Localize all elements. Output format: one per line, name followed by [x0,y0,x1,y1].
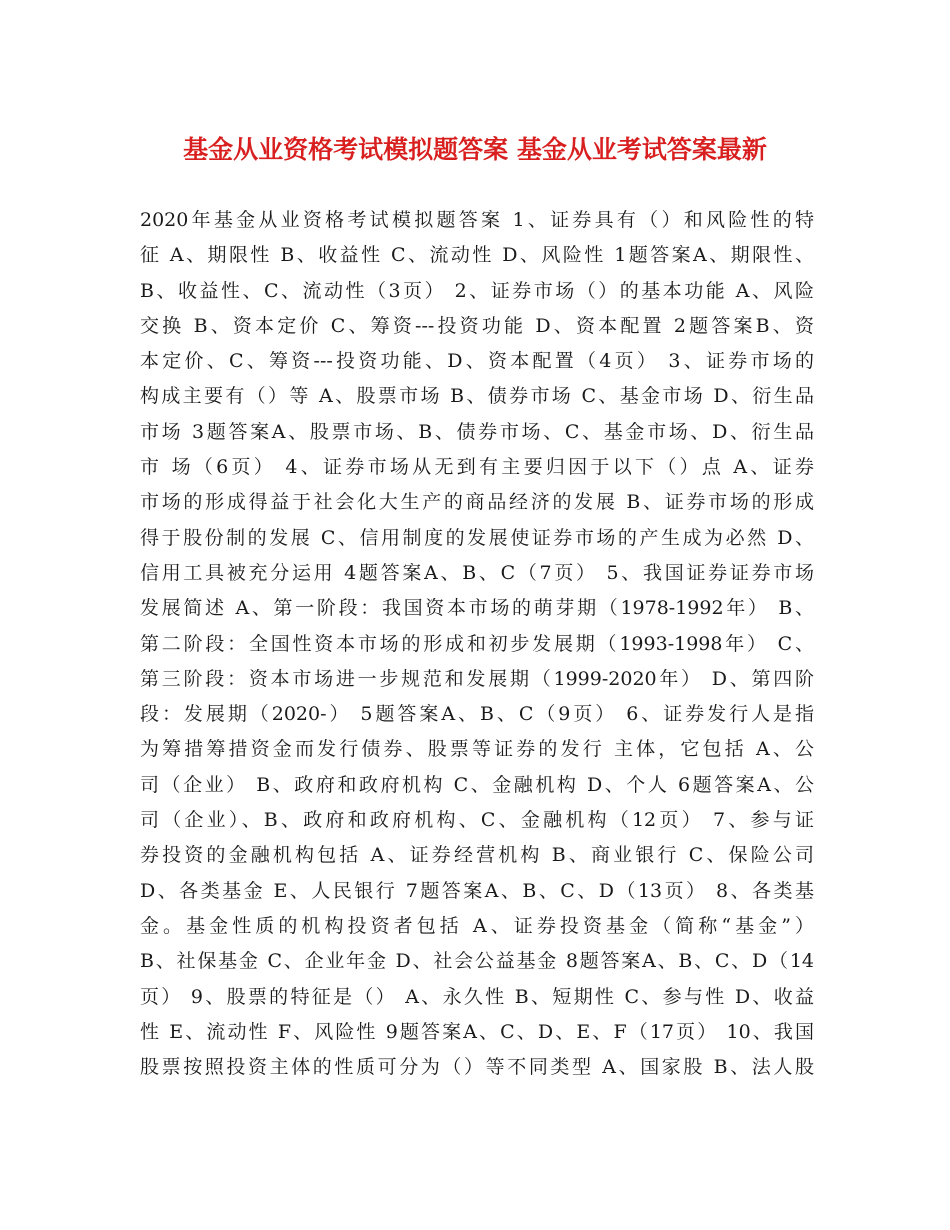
body-line: 股票按照投资主体的性质可分为（）等不同类型 A、国家股 B、法人股 [140,1056,814,1079]
body-line: 交换 B、资本定价 C、筹资---投资功能 D、资本配置 2题答案B、资 [140,314,814,337]
body-line: 得于股份制的发展 C、信用制度的发展使证券市场的产生成为必然 D、 [140,526,814,549]
body-line: 构成主要有（）等 A、股票市场 B、债券市场 C、基金市场 D、衍生品 [140,385,814,408]
body-line: 第二阶段：全国性资本市场的形成和初步发展期（1993-1998年） C、 [140,632,814,655]
body-line: 市 场（6页） 4、证券市场从无到有主要归因于以下（）点 A、证券 [140,456,814,479]
body-line: 为筹措筹措资金而发行债券、股票等证券的发行 主体，它包括 A、公 [140,738,814,761]
document-body [140,203,814,1085]
body-line: 司（企业） B、政府和政府机构 C、金融机构 D、个人 6题答案A、公 [140,773,814,796]
document-title: 基金从业资格考试模拟题答案 基金从业考试答案最新 [183,135,767,164]
body-line: 段：发展期（2020-） 5题答案A、B、C（9页） 6、证券发行人是指 [140,703,814,726]
body-line: 第三阶段：资本市场进一步规范和发展期（1999-2020年） D、第四阶 [140,667,814,690]
body-line: 发展简述 A、第一阶段：我国资本市场的萌芽期（1978-1992年） B、 [140,597,814,620]
body-line: 征 A、期限性 B、收益性 C、流动性 D、风险性 1题答案A、期限性、 [140,244,814,267]
body-line: B、收益性、C、流动性（3页） 2、证券市场（）的基本功能 A、风险 [140,279,814,302]
body-line: 司（企业）、B、政府和政府机构、C、金融机构（12页） 7、参与证 [140,809,814,832]
body-line: 2020年基金从业资格考试模拟题答案 1、证券具有（）和风险性的特 [140,209,814,231]
body-line: 市场 3题答案A、股票市场、B、债券市场、C、基金市场、D、衍生品 [140,420,814,443]
body-line: 券投资的金融机构包括 A、证券经营机构 B、商业银行 C、保险公司 [140,844,814,867]
body-line: D、各类基金 E、人民银行 7题答案A、B、C、D（13页） 8、各类基 [140,879,814,902]
body-line: 信用工具被充分运用 4题答案A、B、C（7页） 5、我国证券证券市场 [140,561,814,584]
body-line: 金。基金性质的机构投资者包括 A、证券投资基金（简称“基金”） [140,914,814,937]
body-line: 页） 9、股票的特征是（） A、永久性 B、短期性 C、参与性 D、收益 [140,985,814,1008]
body-line: 市场的形成得益于社会化大生产的商品经济的发展 B、证券市场的形成 [140,491,814,514]
body-line: B、社保基金 C、企业年金 D、社会公益基金 8题答案A、B、C、D（14 [140,950,814,973]
body-line: 性 E、流动性 F、风险性 9题答案A、C、D、E、F（17页） 10、我国 [140,1020,814,1043]
body-line: 本定价、C、筹资---投资功能、D、资本配置（4页） 3、证券市场的 [140,350,814,373]
